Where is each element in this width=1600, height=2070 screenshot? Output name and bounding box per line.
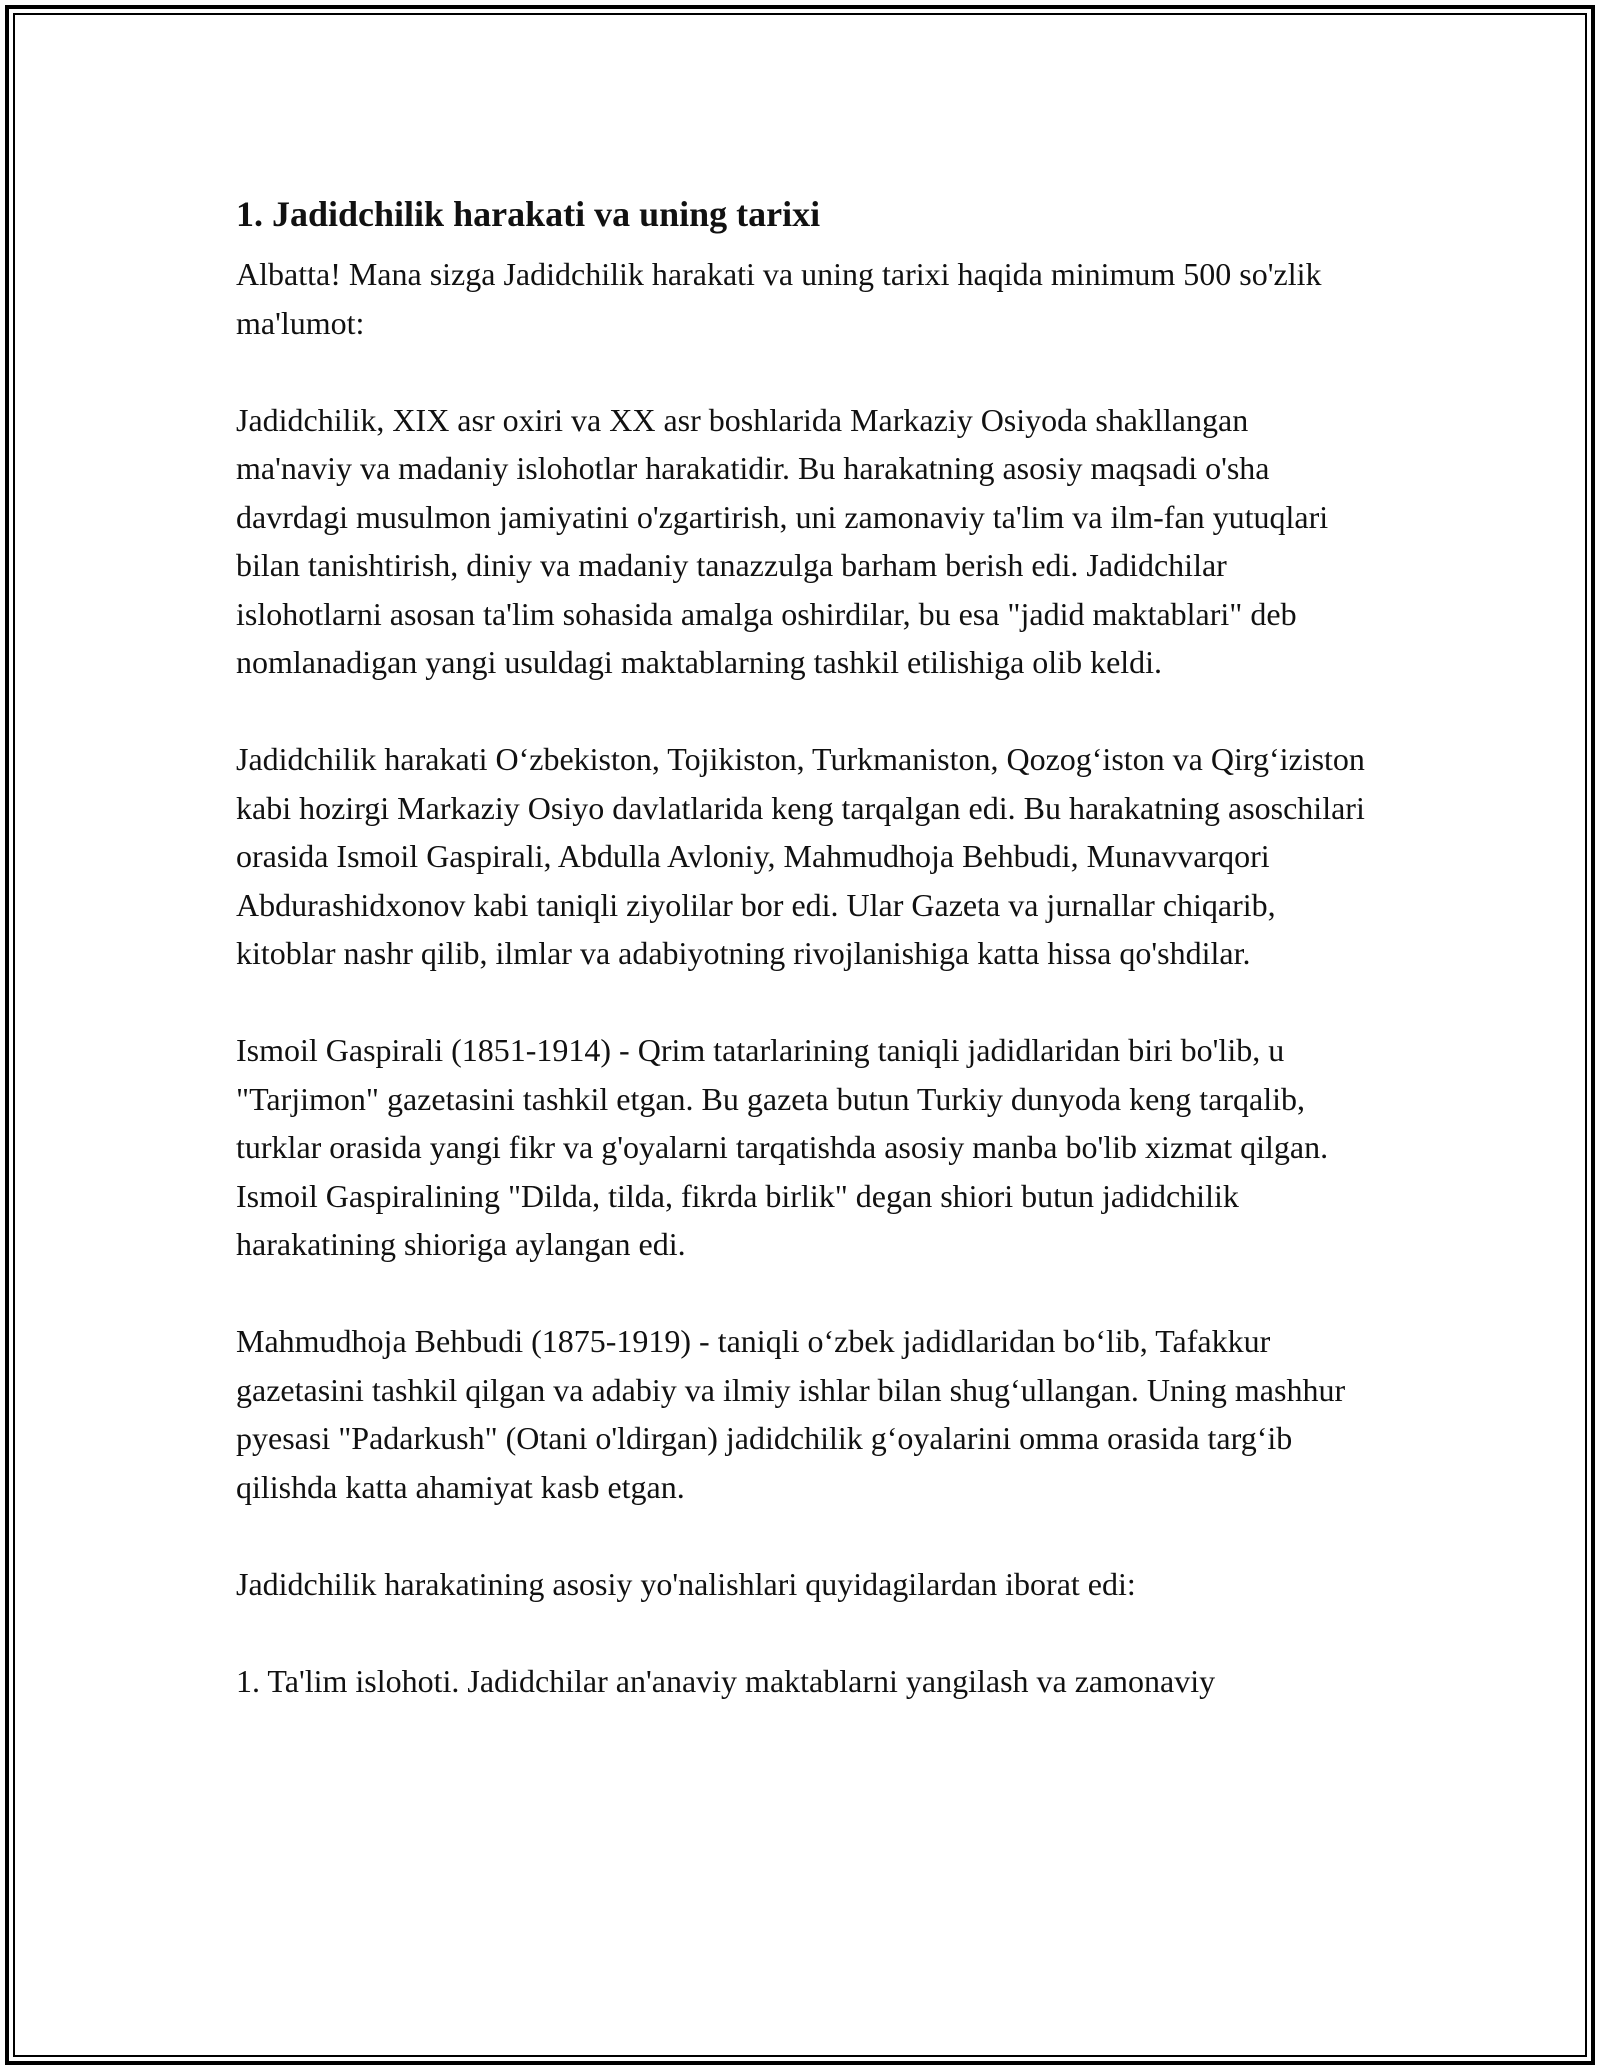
section-heading: 1. Jadidchilik harakati va uning tarixi [236,194,821,234]
document-body [236,190,1366,1705]
paragraph-gaspirali: Ismoil Gaspirali (1851-1914) - Qrim tatarlarining taniqli jadidlaridan biri bo'lib, u "Tarjimon" gazetasini tashkil etgan. Bu gazeta butun Turkiy dunyoda keng tarqalib, turklar orasida yangi fikr va g'oyalarni tarqatishda asosiy manba bo'lib xizmat qilgan. Ismoil Gaspiralining "Dilda, tilda, fikrda birlik" degan shiori butun jadidchilik harakatining shioriga aylangan edi. [236,1032,1329,1262]
paragraph-list-item-1: 1. Ta'lim islohoti. Jadidchilar an'anaviy maktablarni yangilash va zamonaviy [236,1662,1216,1699]
paragraph-directions-intro: Jadidchilik harakatining asosiy yo'nalishlari quyidagilardan iborat edi: [236,1565,1136,1602]
paragraph-intro: Albatta! Mana sizga Jadidchilik harakati va uning tarixi haqida minimum 500 so'zlik ma'lumot: [236,256,1322,341]
paragraph-behbudi: Mahmudhoja Behbudi (1875-1919) - taniqli o‘zbek jadidlaridan bo‘lib, Tafakkur gazetasini tashkil qilgan va adabiy va ilmiy ishlar bilan shug‘ullangan. Uning mashhur pyesasi "Padarkush" (Otani o'ldirgan) jadidchilik g‘oyalarini omma orasida targ‘ib qilishda katta ahamiyat kasb etgan. [236,1323,1346,1505]
paragraph-geography-founders: Jadidchilik harakati O‘zbekiston, Tojikiston, Turkmaniston, Qozog‘iston va Qirg‘iziston kabi hozirgi Markaziy Osiyo davlatlarida keng tarqalgan edi. Bu harakatning asoschilari orasida Ismoil Gaspirali, Abdulla Avloniy, Mahmudhoja Behbudi, Munavvarqori Abdurashidxonov kabi taniqli ziyolilar bor edi. Ular Gazeta va jurnallar chiqarib, kitoblar nashr qilib, ilmlar va adabiyotning rivojlanishiga katta hissa qo'shdilar. [236,741,1365,971]
paragraph-definition: Jadidchilik, XIX asr oxiri va XX asr boshlarida Markaziy Osiyoda shakllangan ma'naviy va madaniy islohotlar harakatidir. Bu harakatning asosiy maqsadi o'sha davrdagi musulmon jamiyatini o'zgartirish, uni zamonaviy ta'lim va ilm-fan yutuqlari bilan tanishtirish, diniy va madaniy tanazzulga barham berish edi. Jadidchilar islohotlarni asosan ta'lim sohasida amalga oshirdilar, bu esa "jadid maktablari" deb nomlanadigan yangi usuldagi maktablarning tashkil etilishiga olib keldi. [236,401,1329,680]
